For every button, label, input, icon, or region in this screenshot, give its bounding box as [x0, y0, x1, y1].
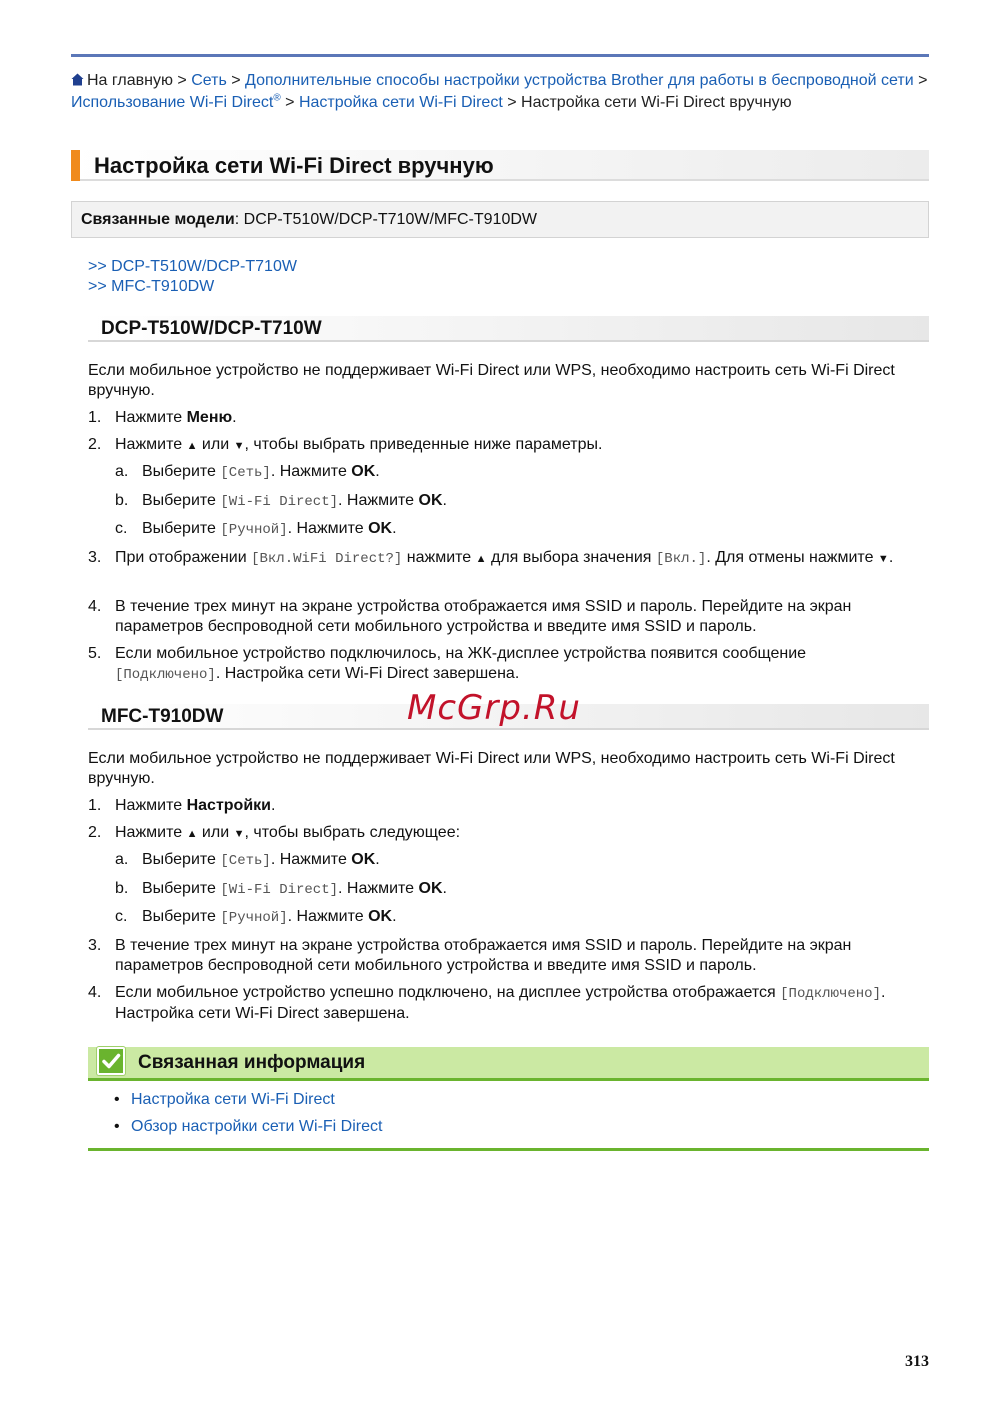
- lcd-option: [Вкл.]: [655, 551, 707, 567]
- breadcrumb-separator: >: [177, 72, 187, 89]
- related-models-label: Связанные модели: [81, 211, 235, 228]
- model-jump-links: [88, 257, 297, 297]
- related-info-bottom-rule: [88, 1148, 929, 1151]
- step-text: , чтобы выбрать следующее:: [244, 824, 461, 841]
- step-text: Выберите: [142, 463, 221, 480]
- step-text: Если мобильное устройство успешно подключено, на дисплее устройства отображается: [115, 984, 781, 1001]
- lcd-option: [Ручной]: [220, 522, 288, 538]
- page-title-bar: [71, 150, 929, 181]
- related-info-title: Связанная информация: [138, 1052, 366, 1073]
- breadcrumb-separator: >: [285, 94, 295, 111]
- up-arrow-icon: ▲: [186, 828, 198, 840]
- substep-letter: c.: [115, 520, 128, 537]
- step-text: .: [375, 851, 380, 868]
- sec2-substep-a: [115, 850, 905, 871]
- sec2-intro: Если мобильное устройство не поддерживает Wi-Fi Direct или WPS, необходимо настроить сеть Wi-Fi Direct вручную.: [88, 750, 895, 787]
- sec1-step-1: [88, 408, 908, 428]
- breadcrumb-separator: >: [507, 94, 517, 111]
- step-number: 2.: [88, 824, 102, 841]
- sec2-step-1: [88, 796, 908, 816]
- breadcrumb-wifi-direct-setup[interactable]: Настройка сети Wi-Fi Direct: [298, 94, 503, 111]
- breadcrumb: [71, 70, 929, 114]
- substep-letter: b.: [115, 880, 129, 897]
- page-number: 313: [905, 1353, 929, 1370]
- step-text: Нажмите: [115, 797, 187, 814]
- step-text: нажмите: [402, 549, 476, 566]
- list-item: [114, 1090, 382, 1110]
- sec1-substep-c: [115, 519, 905, 540]
- ok-button-label: OK: [368, 520, 393, 537]
- step-text: Выберите: [142, 851, 221, 868]
- lcd-option: [Сеть]: [220, 465, 271, 481]
- step-text: . Нажмите: [338, 880, 419, 897]
- step-text: При отображении: [115, 549, 252, 566]
- sec2-step-3: [88, 936, 908, 976]
- step-text: Нажмите: [115, 824, 187, 841]
- down-arrow-icon: ▼: [233, 828, 245, 840]
- step-number: 3.: [88, 937, 102, 954]
- down-arrow-icon: ▼: [233, 440, 245, 452]
- step-number: 4.: [88, 598, 102, 615]
- step-text: . Нажмите: [287, 520, 369, 537]
- breadcrumb-current: Настройка сети Wi-Fi Direct вручную: [521, 94, 792, 111]
- step-text: или: [197, 436, 234, 453]
- sec1-intro: Если мобильное устройство не поддерживает Wi-Fi Direct или WPS, необходимо настроить сеть Wi-Fi Direct вручную.: [88, 362, 895, 399]
- breadcrumb-using-wifi-direct[interactable]: [71, 94, 281, 111]
- step-text: Если мобильное устройство подключилось, на ЖК-дисплее устройства появится сообщение: [115, 645, 807, 662]
- related-info-header: [88, 1047, 929, 1081]
- sec2-step-4: [88, 983, 908, 1024]
- lcd-option: [Ручной]: [220, 910, 288, 926]
- sec1-step-2: [88, 435, 908, 456]
- breadcrumb-using-wifi-direct-label: Использование Wi-Fi Direct: [71, 94, 274, 111]
- step-text: или: [197, 824, 234, 841]
- lcd-option: [Сеть]: [220, 853, 271, 869]
- jump-link-dcp[interactable]: >> DCP-T510W/DCP-T710W: [88, 258, 297, 275]
- sec2-step-2: [88, 823, 908, 844]
- ok-button-label: OK: [418, 880, 443, 897]
- lcd-option: [Wi-Fi Direct]: [220, 494, 339, 510]
- substep-letter: b.: [115, 492, 129, 509]
- substep-letter: a.: [115, 463, 129, 480]
- step-text: Выберите: [142, 520, 221, 537]
- step-text: . Нажмите: [270, 463, 352, 480]
- ok-button-label: OK: [351, 463, 376, 480]
- step-number: 1.: [88, 409, 102, 426]
- substep-letter: c.: [115, 908, 128, 925]
- ok-button-label: OK: [368, 908, 393, 925]
- step-text: Выберите: [142, 908, 221, 925]
- step-number: 5.: [88, 645, 102, 662]
- sec2-substep-c: [115, 907, 905, 928]
- step-text: .: [375, 463, 380, 480]
- jump-link-mfc[interactable]: >> MFC-T910DW: [88, 278, 215, 295]
- sec1-step-3: [88, 548, 908, 569]
- sec2-substep-b: [115, 879, 905, 900]
- down-arrow-icon: ▼: [877, 553, 889, 565]
- ok-button-label: OK: [351, 851, 376, 868]
- lcd-option: [Подключено]: [115, 667, 216, 683]
- breadcrumb-network[interactable]: Сеть: [191, 72, 227, 89]
- substep-letter: a.: [115, 851, 129, 868]
- step-text: . Нажмите: [287, 908, 369, 925]
- related-models-box: [71, 201, 929, 238]
- lcd-option: [Вкл.WiFi Direct?]: [251, 551, 403, 567]
- step-text: В течение трех минут на экране устройства отображается имя SSID и пароль. Перейдите на экран параметров беспроводной сети мобильного устройства и введите имя SSID и пароль.: [115, 598, 852, 635]
- sec1-substep-b: [115, 491, 905, 512]
- up-arrow-icon: ▲: [186, 440, 198, 452]
- related-link-wifi-direct-setup[interactable]: Настройка сети Wi-Fi Direct: [131, 1091, 335, 1108]
- step-text: .: [442, 492, 447, 509]
- menu-button-label: Меню: [186, 409, 233, 426]
- up-arrow-icon: ▲: [475, 553, 487, 565]
- watermark: McGrp.Ru: [407, 688, 581, 728]
- checkmark-icon: [97, 1047, 125, 1075]
- top-rule: [71, 54, 929, 57]
- breadcrumb-additional-methods[interactable]: Дополнительные способы настройки устройства Brother для работы в беспроводной сети: [245, 72, 914, 89]
- ok-button-label: OK: [418, 492, 443, 509]
- title-accent-bar: [71, 150, 80, 181]
- step-text: .: [392, 908, 397, 925]
- step-text: Выберите: [142, 880, 221, 897]
- step-text: .: [888, 549, 894, 566]
- step-text: .: [392, 520, 397, 537]
- step-text: . Для отмены нажмите: [706, 549, 878, 566]
- step-text: . Нажмите: [270, 851, 352, 868]
- step-text: В течение трех минут на экране устройства отображается имя SSID и пароль. Перейдите на экран параметров беспроводной сети мобильного устройства и введите имя SSID и пароль.: [115, 937, 852, 974]
- related-links-list: [114, 1090, 382, 1144]
- breadcrumb-home[interactable]: На главную: [87, 72, 173, 89]
- settings-button-label: Настройки: [186, 797, 272, 814]
- section-heading-dcp: [88, 316, 929, 342]
- section-heading-mfc-text: MFC-T910DW: [101, 706, 224, 727]
- breadcrumb-separator: >: [918, 72, 928, 89]
- page-title: Настройка сети Wi-Fi Direct вручную: [94, 153, 494, 178]
- step-number: 3.: [88, 549, 102, 566]
- related-models-value: DCP-T510W/DCP-T710W/MFC-T910DW: [243, 211, 537, 228]
- step-text: . Нажмите: [338, 492, 419, 509]
- sec1-substep-a: [115, 462, 905, 483]
- step-text: , чтобы выбрать приведенные ниже параметры.: [244, 436, 603, 453]
- step-text: . Настройка сети Wi-Fi Direct завершена.: [115, 984, 886, 1022]
- sec1-step-4: [88, 597, 908, 637]
- registered-mark: ®: [273, 92, 281, 104]
- list-item: [114, 1117, 382, 1137]
- sec1-step-5: [88, 644, 908, 685]
- lcd-option: [Подключено]: [780, 986, 881, 1002]
- section-heading-dcp-text: DCP-T510W/DCP-T710W: [101, 318, 322, 339]
- related-link-wifi-direct-overview[interactable]: Обзор настройки сети Wi-Fi Direct: [131, 1118, 383, 1135]
- step-text: .: [442, 880, 447, 897]
- step-text: .: [271, 797, 276, 814]
- step-number: 2.: [88, 436, 102, 453]
- home-icon[interactable]: [71, 73, 84, 86]
- step-text: Нажмите: [115, 436, 187, 453]
- step-text: Нажмите: [115, 409, 187, 426]
- related-models-colon: :: [234, 211, 240, 228]
- step-text: Выберите: [142, 492, 221, 509]
- step-text: . Настройка сети Wi-Fi Direct завершена.: [215, 665, 520, 682]
- breadcrumb-separator: >: [231, 72, 241, 89]
- step-text: для выбора значения: [486, 549, 656, 566]
- lcd-option: [Wi-Fi Direct]: [220, 882, 339, 898]
- step-text: .: [232, 409, 237, 426]
- step-number: 4.: [88, 984, 102, 1001]
- step-number: 1.: [88, 797, 102, 814]
